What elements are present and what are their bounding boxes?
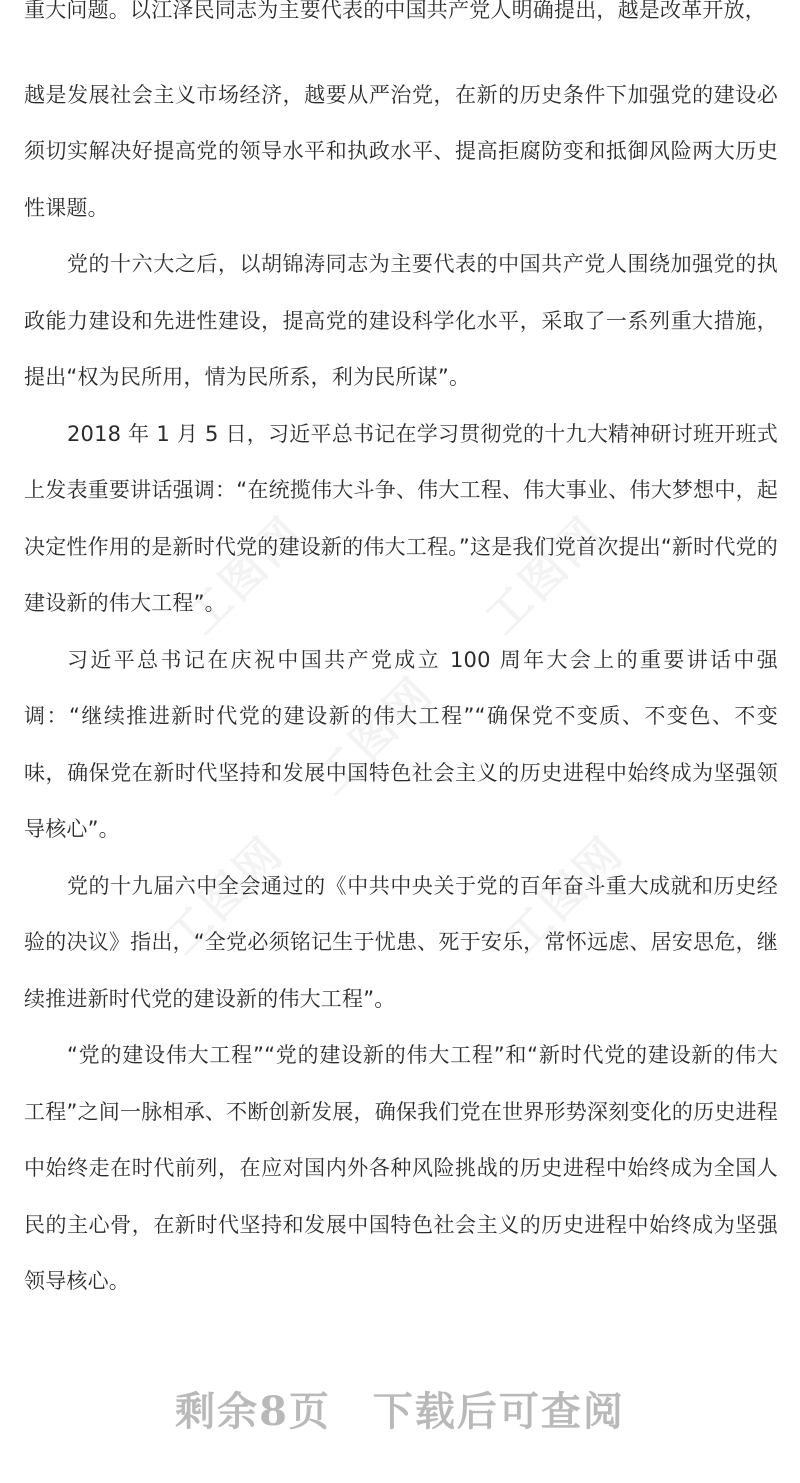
paragraph: 重大问题。以江泽民同志为主要代表的中国共产党人明确提出，越是改革开放， (24, 0, 766, 22)
paragraph: 越是发展社会主义市场经济，越要从严治党，在新的历史条件下加强党的建设必须切实解决好提高党的领导水平和执政水平、提高拒腐防变和抵御风险两大历史性课题。 (24, 82, 778, 220)
paragraph: 习近平总书记在庆祝中国共产党成立 100 周年大会上的重要讲话中强调：“继续推进新时代党的建设新的伟大工程”“确保党不变质、不变色、不变味，确保党在新时代坚持和发展中国特色社会主义的历史进程中始终成为坚强领导核心”。 (24, 647, 778, 841)
watermark: 工图网 (306, 666, 445, 805)
paragraph: 党的十六大之后，以胡锦涛同志为主要代表的中国共产党人围绕加强党的执政能力建设和先进性建设，提高党的建设科学化水平，采取了一系列重大措施，提出“权为民所用，情为民所系，利为民所谋”。 (24, 252, 778, 389)
paragraph: “党的建设伟大工程”“党的建设新的伟大工程”和“新时代党的建设新的伟大工程”之间一脉相承、不断创新发展，确保我们党在世界形势深刻变化的历史进程中始终走在时代前列，在应对国内外各种风险挑战的历史进程中始终成为全国人民的主心骨，在新时代坚持和发展中国特色社会主义的历史进程中始终成为坚强领导核心。 (24, 1043, 778, 1293)
watermark: 工图网 (176, 506, 315, 645)
document-body (24, 0, 778, 1310)
watermark: 工图网 (156, 826, 295, 965)
download-hint-label: 下载后可查阅 (372, 1388, 625, 1435)
download-prompt-banner[interactable] (0, 1380, 800, 1437)
watermark: 工图网 (496, 826, 635, 965)
paragraph: 党的十九届六中全会通过的《中共中央关于党的百年奋斗重大成就和历史经验的决议》指出，“全党必须铭记生于忧患、死于安乐，常怀远虑、居安思危，继续推进新时代党的建设新的伟大工程”。 (24, 873, 778, 1011)
paragraph: 2018 年 1 月 5 日，习近平总书记在学习贯彻党的十九大精神研讨班开班式上发表重要讲话强调：“在统揽伟大斗争、伟大工程、伟大事业、伟大梦想中，起决定性作用的是新时代党的建设新的伟大工程。”这是我们党首次提出“新时代党的建设新的伟大工程”。 (24, 421, 778, 615)
watermark: 工图网 (476, 506, 615, 645)
remaining-pages-label: 剩余8页 (175, 1388, 331, 1435)
